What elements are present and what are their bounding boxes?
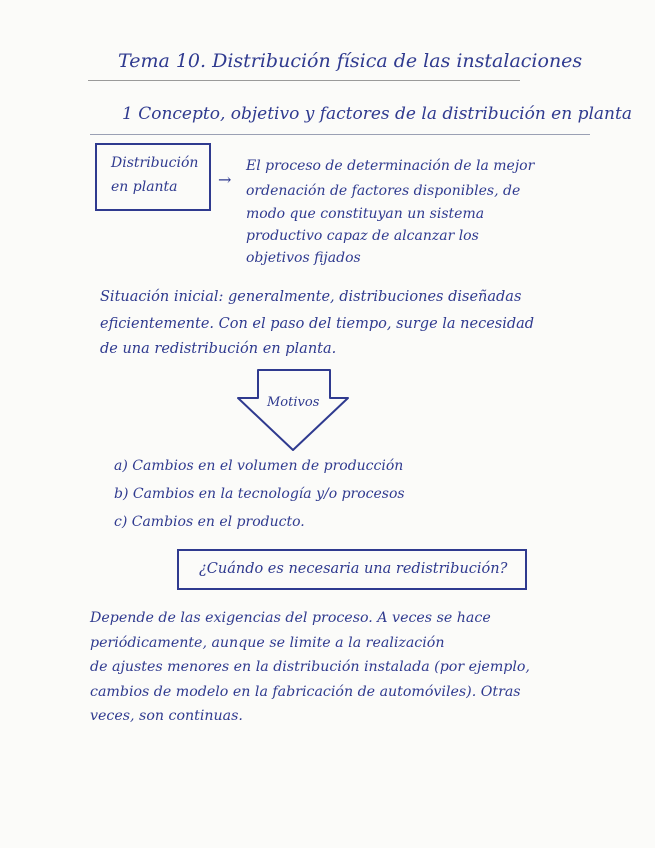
motive-item: a) Cambios en el volumen de producción bbox=[114, 458, 404, 474]
page-title: Tema 10. Distribución física de las instalaciones bbox=[118, 50, 583, 72]
motive-item: c) Cambios en el producto. bbox=[114, 514, 305, 530]
motives-label: Motivos bbox=[267, 395, 320, 410]
definition-line: El proceso de determinación de la mejor bbox=[246, 158, 535, 174]
right-arrow-icon: → bbox=[218, 170, 232, 189]
definition-term-box bbox=[95, 143, 211, 211]
answer-line: periódicamente, aunque se limite a la realización bbox=[90, 635, 445, 651]
initial-situation-line: eficientemente. Con el paso del tiempo, surge la necesidad bbox=[100, 316, 535, 332]
definition-line: objetivos fijados bbox=[246, 250, 361, 266]
definition-line: ordenación de factores disponibles, de bbox=[246, 183, 521, 199]
definition-term-line-1: Distribución bbox=[111, 155, 199, 171]
question-box bbox=[177, 549, 527, 590]
down-arrow-icon bbox=[236, 368, 350, 452]
motive-item: b) Cambios en la tecnología y/o procesos bbox=[114, 486, 405, 502]
answer-line: Depende de las exigencias del proceso. A veces se hace bbox=[90, 610, 491, 626]
answer-line: de ajustes menores en la distribución instalada (por ejemplo, bbox=[90, 659, 530, 675]
title-underline bbox=[88, 80, 520, 81]
section-heading: 1 Concepto, objetivo y factores de la distribución en planta bbox=[122, 104, 632, 124]
initial-situation-line: Situación inicial: generalmente, distribuciones diseñadas bbox=[100, 289, 522, 305]
definition-line: productivo capaz de alcanzar los bbox=[246, 228, 479, 244]
question-text: ¿Cuándo es necesaria una redistribución? bbox=[199, 561, 508, 577]
initial-situation-line: de una redistribución en planta. bbox=[100, 341, 337, 357]
definition-line: modo que constituyan un sistema bbox=[246, 206, 485, 222]
section-underline bbox=[90, 134, 590, 135]
definition-term-line-2: en planta bbox=[111, 179, 178, 195]
answer-line: veces, son continuas. bbox=[90, 708, 243, 724]
answer-line: cambios de modelo en la fabricación de automóviles). Otras bbox=[90, 684, 521, 700]
